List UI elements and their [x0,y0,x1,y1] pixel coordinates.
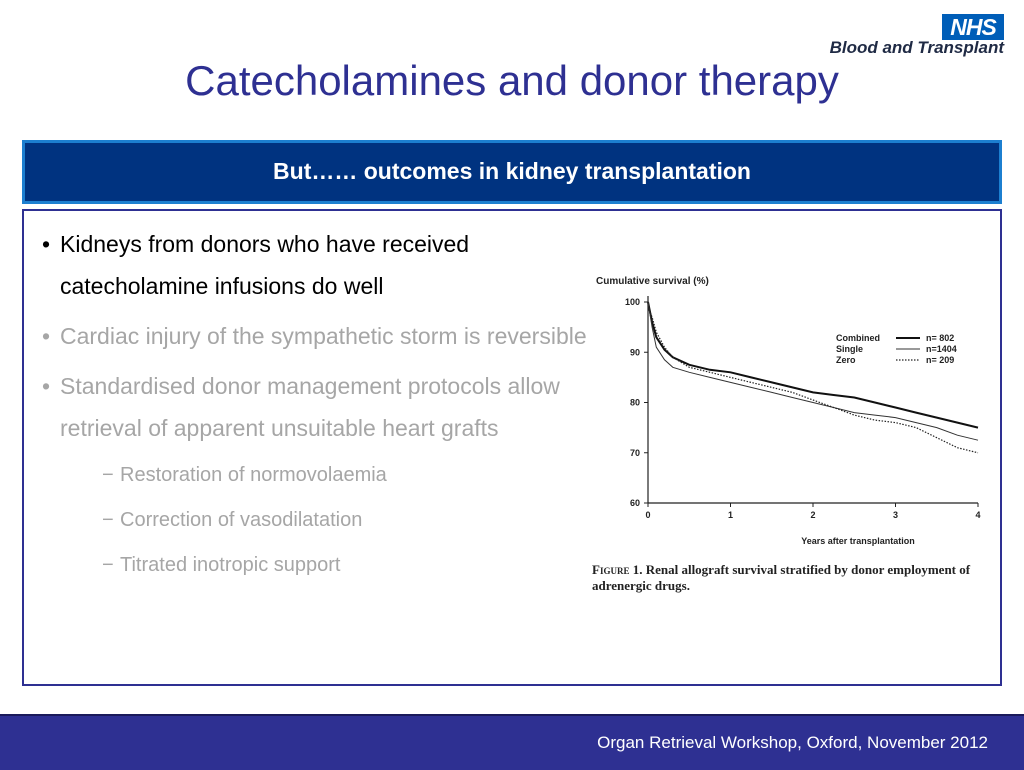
x-tick-label: 3 [892,510,899,520]
figure-caption [592,562,992,594]
legend-count-zero: n= 209 [926,355,955,365]
bullet-glyph: • [42,373,51,399]
footer-text: Organ Retrieval Workshop, Oxford, November 2012 [597,733,988,752]
dash-glyph: − [102,554,114,576]
figure-caption-text: Renal allograft survival stratified by donor employment of adrenergic drugs. [592,562,971,593]
x-tick-label: 1 [727,510,734,520]
sub-bullet-text: Restoration of normovolaemia [120,464,387,486]
x-tick-label: 2 [810,510,816,520]
subtitle-banner: But…… outcomes in kidney transplantation [22,140,1002,204]
x-axis-label: Years after transplantation [801,536,915,546]
dash-glyph: − [102,509,114,531]
bullet-text: Standardised donor management protocols allow retrieval of apparent unsuitable heart grafts [60,373,560,441]
series-line-single [648,302,978,440]
sub-bullet-text: Correction of vasodilatation [120,509,363,531]
bullet-item [36,223,600,307]
legend-count-single: n=1404 [926,344,957,354]
organisation-name: Blood and Transplant [829,38,1004,57]
survival-chart [590,262,1000,602]
footer-bar [0,714,1024,770]
bullet-item [36,315,600,357]
bullet-glyph: • [42,231,51,257]
sub-bullet-item [102,543,616,588]
legend-label-zero: Zero [836,355,856,365]
bullet-text: Kidneys from donors who have received catecholamine infusions do well [60,231,470,299]
bullet-text: Cardiac injury of the sympathetic storm is reversible [60,323,587,349]
chart-title: Cumulative survival (%) [596,276,709,287]
legend-label-single: Single [836,344,864,354]
sub-bullet-text: Titrated inotropic support [120,554,341,576]
slide-title: Catecholamines and donor therapy [185,57,839,104]
x-tick-label: 4 [975,510,981,520]
sub-bullet-item [102,453,616,498]
series-line-zero [648,307,978,453]
y-tick-label: 80 [629,397,640,408]
legend-count-combined: n= 802 [926,333,955,343]
sub-bullet-item [102,498,616,543]
y-tick-label: 100 [624,297,640,307]
sub-bullet-list [60,453,616,588]
bullet-item [36,365,616,588]
nhs-logo-mark: NHS [942,14,1004,40]
dash-glyph: − [102,464,114,486]
y-tick-label: 70 [629,447,640,458]
bullet-glyph: • [42,323,51,349]
y-tick-label: 60 [629,498,640,508]
x-tick-label: 0 [645,510,651,520]
figure-caption-label: Figure 1. [592,562,643,577]
survival-chart-figure [590,262,1000,602]
bullet-list [36,223,636,596]
y-tick-label: 90 [629,347,640,358]
legend-label-combined: Combined [836,333,880,343]
